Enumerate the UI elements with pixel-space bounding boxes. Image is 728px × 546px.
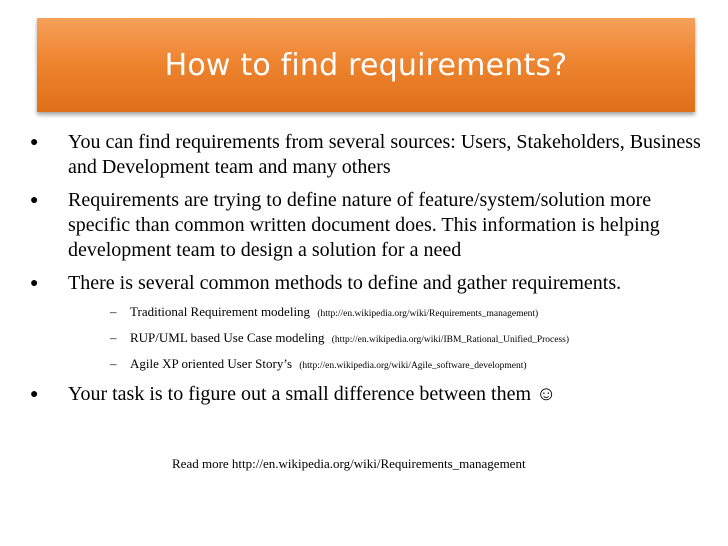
bullet-marker: ●	[30, 135, 39, 150]
bullet-marker: ●	[30, 276, 39, 291]
method-label: Agile XP oriented User Story’s	[130, 356, 292, 371]
sub-bullet-marker: –	[110, 356, 117, 371]
bullet-item	[30, 271, 710, 296]
method-label: RUP/UML based Use Case modeling	[130, 330, 325, 345]
bullet-item	[30, 188, 710, 263]
bullet-list	[30, 130, 710, 415]
sub-bullet-marker: –	[110, 304, 117, 319]
method-item	[30, 304, 710, 322]
method-url: (http://en.wikipedia.org/wiki/Requirements_management)	[317, 309, 539, 319]
method-label: Traditional Requirement modeling	[130, 304, 311, 319]
title-bar	[37, 18, 695, 112]
read-more-link-text: Read more http://en.wikipedia.org/wiki/Requirements_management	[172, 456, 526, 471]
bullet-text: Your task is to figure out a small difference between them ☺	[68, 383, 557, 405]
sub-bullet-marker: –	[110, 330, 117, 345]
slide-title: How to find requirements?	[164, 47, 568, 83]
method-item	[30, 356, 710, 374]
bullet-text: You can find requirements from several sources: Users, Stakeholders, Business and Development team and many others	[68, 131, 701, 178]
method-item	[30, 330, 710, 348]
method-url: (http://en.wikipedia.org/wiki/Agile_software_development)	[299, 361, 527, 371]
methods-list	[30, 304, 710, 374]
bullet-text: There is several common methods to define and gather requirements.	[68, 272, 622, 294]
bullet-marker: ●	[30, 387, 39, 402]
bullet-text: Requirements are trying to define nature of feature/system/solution more specific than common written document does. This information is helping development team to design a solution for a need	[68, 189, 660, 261]
bullet-item	[30, 382, 710, 407]
method-url: (http://en.wikipedia.org/wiki/IBM_Rational_Unified_Process)	[331, 335, 570, 345]
bullet-marker: ●	[30, 193, 39, 208]
bullet-item	[30, 130, 710, 180]
